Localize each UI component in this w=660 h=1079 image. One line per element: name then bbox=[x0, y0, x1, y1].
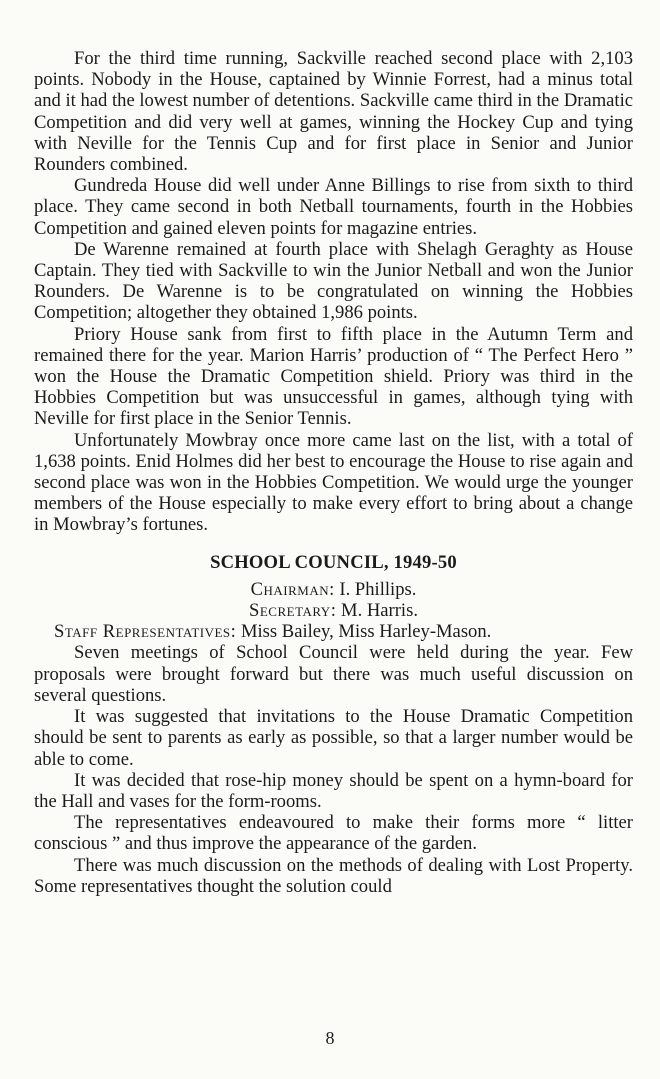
secretary-line bbox=[34, 600, 633, 621]
staff-label: Staff Representatives: bbox=[54, 621, 237, 643]
page-body bbox=[34, 48, 633, 897]
secretary-label: Secretary: bbox=[249, 600, 337, 622]
chairman-label: Chairman: bbox=[250, 578, 335, 600]
paragraph-litter: The representatives endeavoured to make their forms more “ litter conscious ” and thus improve the appearance of the garden. bbox=[34, 812, 633, 855]
paragraph-invitations: It was suggested that invitations to the House Dramatic Competition should be sent to parents as early as possible, so that a larger number would be able to come. bbox=[34, 706, 633, 770]
chairman-line bbox=[34, 579, 633, 600]
paragraph-mowbray: Unfortunately Mowbray once more came last on the list, with a total of 1,638 points. Enid Holmes did her best to encourage the House to rise again and second place was won in the Hobbies Competition. We would urge the younger members of the House especially to make every effort to bring about a change in Mowbray’s fortunes. bbox=[34, 429, 633, 536]
paragraph-rose-hip: It was decided that rose-hip money should be spent on a hymn-board for the Hall and vases for the form-rooms. bbox=[34, 769, 633, 812]
paragraph-lost-property: There was much discussion on the methods of dealing with Lost Property. Some representatives thought the solution could bbox=[34, 854, 633, 897]
chairman-name: I. Phillips. bbox=[339, 578, 417, 600]
paragraph-priory: Priory House sank from first to fifth place in the Autumn Term and remained there for the year. Marion Harris’ production of “ The Perfect Hero ” won the House the Dramatic Competition shield. Priory was third in the Hobbies Competition but was unsuccessful in games, although tying with Neville for first place in the Senior Tennis. bbox=[34, 323, 633, 430]
staff-line bbox=[34, 621, 633, 642]
paragraph-de-warenne: De Warenne remained at fourth place with Shelagh Geraghty as House Captain. They tied with Sackville to win the Junior Netball and won the Junior Rounders. De Warenne is to be congratulated on winning the Hobbies Competition; altogether they obtained 1,986 points. bbox=[34, 238, 633, 324]
paragraph-gundreda: Gundreda House did well under Anne Billings to rise from sixth to third place. They came second in both Netball tournaments, fourth in the Hobbies Competition and gained eleven points for magazine entries. bbox=[34, 175, 633, 239]
paragraph-meetings: Seven meetings of School Council were held during the year. Few proposals were brought forward but there was much useful discussion on several questions. bbox=[34, 642, 633, 706]
staff-names: Miss Bailey, Miss Harley-Mason. bbox=[240, 621, 492, 643]
section-heading: SCHOOL COUNCIL, 1949-50 bbox=[210, 551, 457, 573]
paragraph-sackville: For the third time running, Sackville reached second place with 2,103 points. Nobody in the House, captained by Winnie Forrest, had a minus total and it had the lowest number of detentions. Sackville came third in the Dramatic Competition and did very well at games, winning the Hockey Cup and tying with Neville for the Tennis Cup and for first place in Senior and Junior Rounders combined. bbox=[34, 48, 633, 176]
page-number: 8 bbox=[325, 1028, 335, 1048]
secretary-name: M. Harris. bbox=[341, 600, 418, 622]
